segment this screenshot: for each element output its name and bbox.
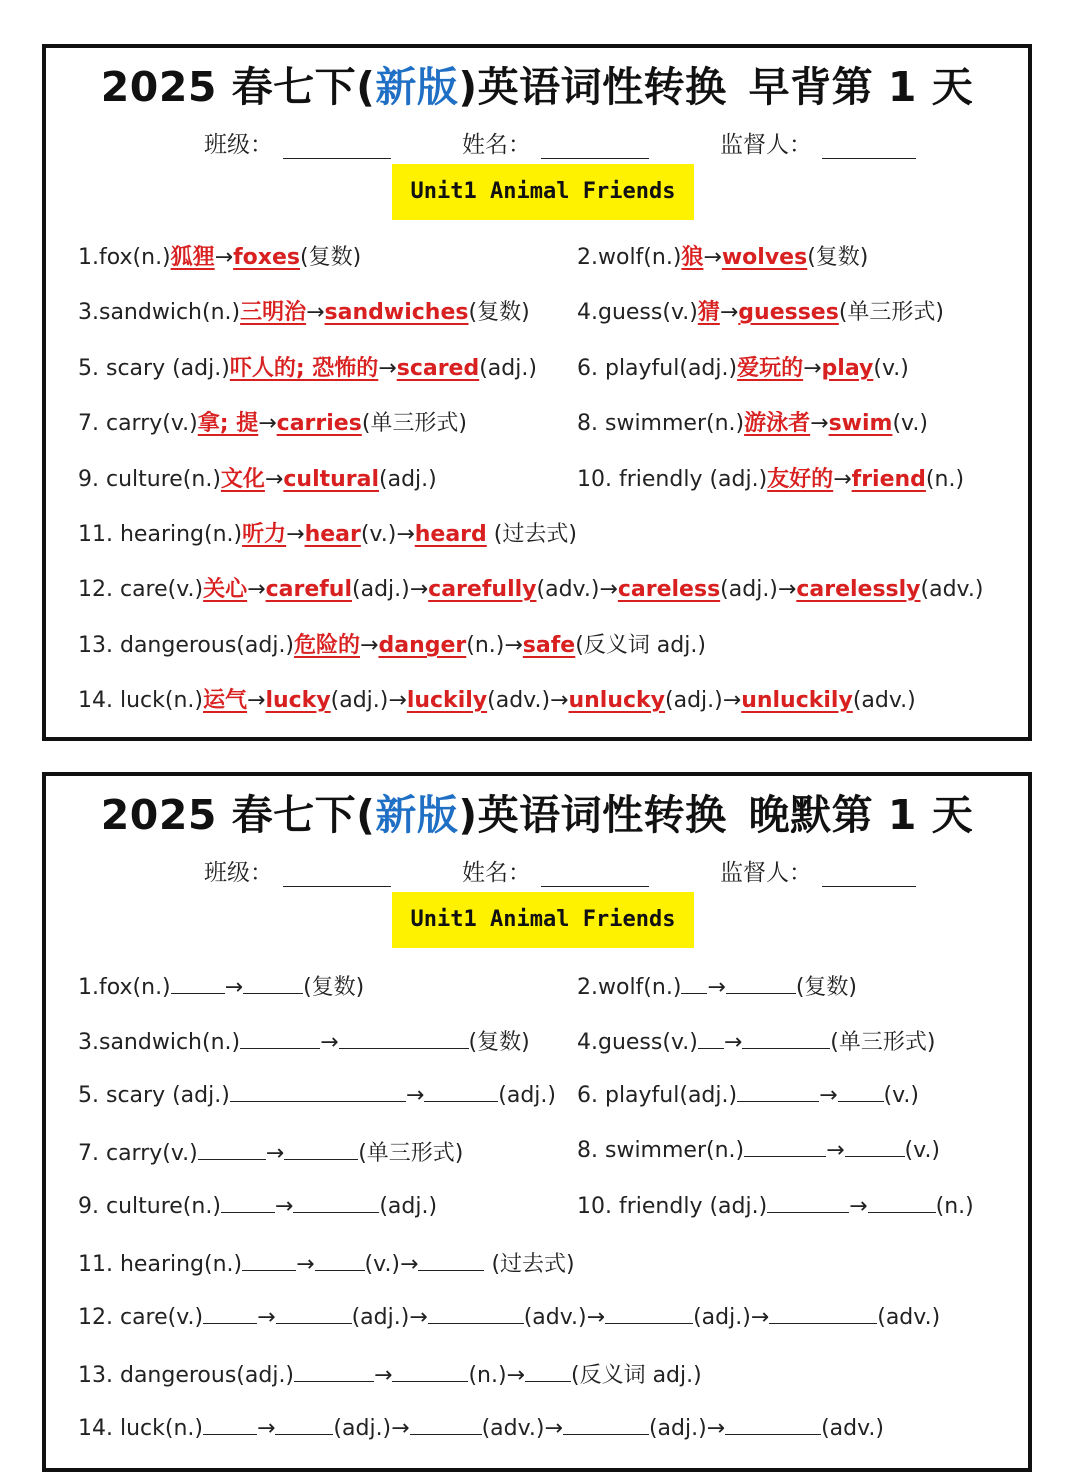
class-field: 班级： (204, 854, 391, 887)
item-5: 5. scary (adj.)吓人的; 恐怖的→scared(adj.) (78, 356, 537, 381)
answer-blank[interactable] (418, 1250, 484, 1271)
answer-blank[interactable] (767, 1192, 849, 1213)
item-10: 10. friendly (adj.)友好的→friend(n.) (577, 467, 965, 492)
answer-blank[interactable] (339, 1028, 469, 1049)
item-2: 2.wolf(n.)狼→wolves(复数) (577, 245, 869, 270)
answer-blank[interactable] (845, 1136, 905, 1157)
item-3: 3.sandwich(n.)三明治→sandwiches(复数) (78, 300, 530, 325)
answer-blank[interactable] (276, 1303, 352, 1324)
item-7: 7. carry(v.)拿; 提→carries(单三形式) (78, 411, 467, 436)
evening-info-row (46, 854, 1028, 886)
item-13: 13. dangerous(adj.)危险的→danger(n.)→safe(反义词 adj.) (78, 633, 706, 658)
answer-blank[interactable] (221, 1192, 275, 1213)
blank-item-2: 2.wolf(n.) → (复数) (577, 975, 858, 1000)
answer-blank[interactable] (392, 1361, 468, 1382)
item-1: 1.fox(n.)狐狸→foxes(复数) (78, 245, 362, 270)
answer-blank[interactable] (240, 1028, 320, 1049)
answer-blank[interactable] (315, 1250, 365, 1271)
answer-blank[interactable] (424, 1081, 498, 1102)
name-field: 姓名： (462, 854, 649, 887)
answer-blank[interactable] (605, 1303, 693, 1324)
item-8: 8. swimmer(n.)游泳者→swim(v.) (577, 411, 928, 436)
answer-blank[interactable] (293, 1192, 379, 1213)
answer-blank[interactable] (769, 1303, 877, 1324)
item-11: 11. hearing(n.)听力→hear(v.)→heard (过去式) (78, 522, 577, 547)
answer-blank[interactable] (203, 1303, 257, 1324)
answer-blank[interactable] (171, 973, 225, 994)
evening-worksheet (42, 772, 1032, 1472)
answer-blank[interactable] (242, 1250, 296, 1271)
unit-heading: Unit1 Animal Friends (392, 164, 694, 220)
blank-item-4: 4.guess(v.) → (单三形式) (577, 1030, 936, 1055)
answer-blank[interactable] (742, 1028, 830, 1049)
blank-item-11: 11. hearing(n.) → (v.)→ (过去式) (78, 1252, 575, 1277)
name-field: 姓名： (462, 126, 649, 159)
class-blank[interactable] (283, 136, 391, 159)
answer-blank[interactable] (428, 1303, 524, 1324)
name-blank[interactable] (541, 136, 649, 159)
morning-info-row (46, 126, 1028, 158)
item-14: 14. luck(n.)运气→lucky(adj.)→luckily(adv.)→unlucky(adj.)→unluckily(adv.) (78, 688, 916, 713)
morning-title: 2025 春七下(新版)英语词性转换 早背第 1 天 (100, 63, 974, 111)
supervisor-blank[interactable] (822, 864, 916, 887)
blank-item-14: 14. luck(n.) → (adj.)→ (adv.)→ (adj.)→ (adv.) (78, 1416, 885, 1441)
answer-blank[interactable] (725, 1414, 821, 1435)
blank-item-12: 12. care(v.) → (adj.)→ (adv.)→ (adj.)→ (adv.) (78, 1305, 941, 1330)
answer-blank[interactable] (726, 973, 796, 994)
answer-blank[interactable] (275, 1414, 333, 1435)
item-6: 6. playful(adj.)爱玩的→play(v.) (577, 356, 909, 381)
answer-blank[interactable] (284, 1139, 358, 1160)
supervisor-field: 监督人： (720, 854, 916, 887)
blank-item-10: 10. friendly (adj.) → (n.) (577, 1194, 974, 1219)
blank-item-8: 8. swimmer(n.) → (v.) (577, 1138, 941, 1163)
answer-blank[interactable] (410, 1414, 482, 1435)
blank-item-6: 6. playful(adj.) → (v.) (577, 1083, 920, 1108)
blank-item-1: 1.fox(n.) → (复数) (78, 975, 365, 1000)
supervisor-field: 监督人： (720, 126, 916, 159)
blank-item-5: 5. scary (adj.) → (adj.) (78, 1083, 556, 1108)
evening-title: 2025 春七下(新版)英语词性转换 晚默第 1 天 (100, 791, 974, 839)
morning-worksheet (42, 44, 1032, 741)
name-blank[interactable] (541, 864, 649, 887)
answer-blank[interactable] (868, 1192, 936, 1213)
answer-blank[interactable] (294, 1361, 374, 1382)
answer-blank[interactable] (681, 973, 707, 994)
supervisor-blank[interactable] (822, 136, 916, 159)
class-blank[interactable] (283, 864, 391, 887)
answer-blank[interactable] (243, 973, 303, 994)
answer-blank[interactable] (744, 1136, 826, 1157)
item-9: 9. culture(n.)文化→cultural(adj.) (78, 467, 437, 492)
answer-blank[interactable] (203, 1414, 257, 1435)
blank-item-9: 9. culture(n.) → (adj.) (78, 1194, 438, 1219)
answer-blank[interactable] (230, 1081, 406, 1102)
blank-item-7: 7. carry(v.) → (单三形式) (78, 1141, 464, 1166)
answer-blank[interactable] (198, 1139, 266, 1160)
class-field: 班级： (204, 126, 391, 159)
unit-heading: Unit1 Animal Friends (392, 892, 694, 948)
item-12: 12. care(v.)关心→careful(adj.)→carefully(adv.)→careless(adj.)→carelessly(adv.) (78, 577, 984, 602)
item-4: 4.guess(v.)猜→guesses(单三形式) (577, 300, 944, 325)
answer-blank[interactable] (838, 1081, 884, 1102)
answer-blank[interactable] (698, 1028, 724, 1049)
answer-blank[interactable] (737, 1081, 819, 1102)
blank-item-3: 3.sandwich(n.) → (复数) (78, 1030, 530, 1055)
answer-blank[interactable] (525, 1361, 571, 1382)
answer-blank[interactable] (563, 1414, 649, 1435)
blank-item-13: 13. dangerous(adj.) → (n.)→ (反义词 adj.) (78, 1363, 702, 1388)
